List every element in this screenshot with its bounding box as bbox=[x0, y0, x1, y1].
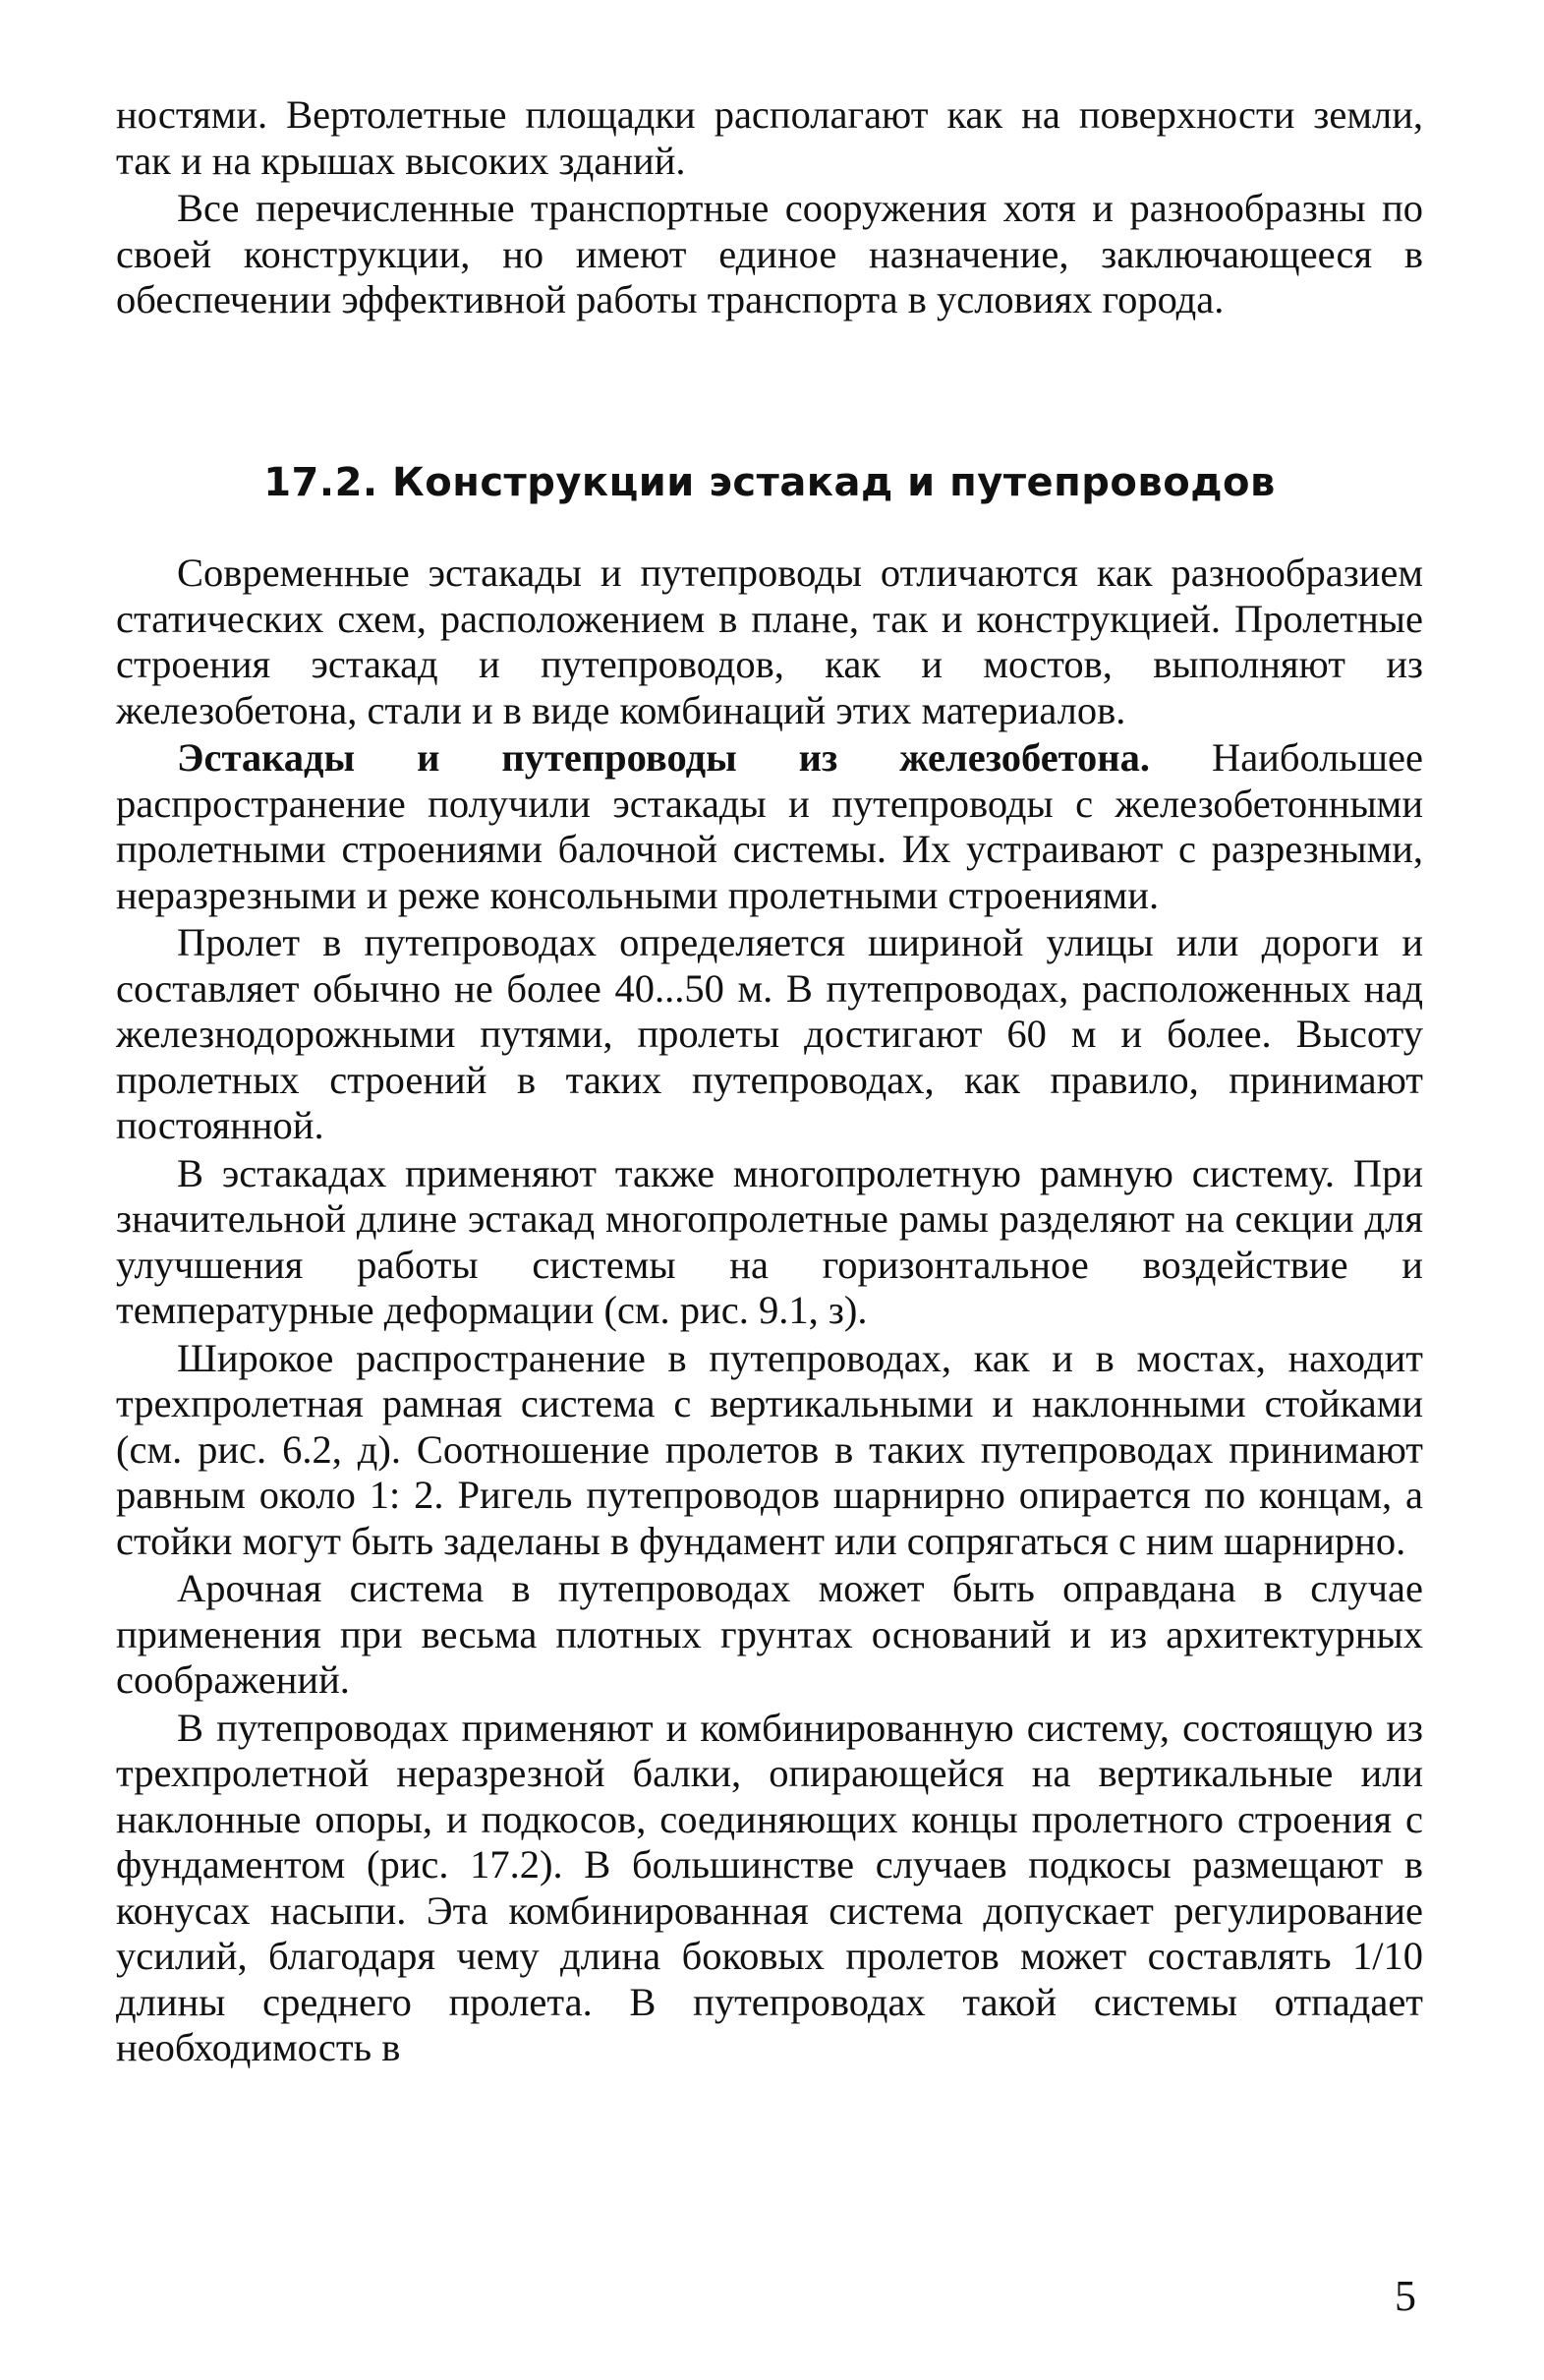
paragraph-text: Наибольшее распространение получили эстакады и путепроводы с железобетонными пролетными строениями балочной системы. Их устраивают с разрезными, неразрезными и реже консольными пролетными строениями. bbox=[116, 735, 1423, 917]
paragraph: Арочная система в путепроводах может быть оправдана в случае применения при весьма плотных грунтах оснований и из архитектурных соображений. bbox=[116, 1566, 1423, 1702]
section-heading: 17.2. Конструкции эстакад и путепроводов bbox=[263, 460, 1276, 505]
paragraph: В эстакадах применяют также многопролетную рамную систему. При значительной длине эстакад многопролетные рамы разделяют на секции для улучшения работы системы на горизонтальное воздействие и температурные деформации (см. рис. 9.1, з). bbox=[116, 1150, 1423, 1332]
paragraph: В путепроводах применяют и комбинированную систему, состоящую из трехпролетной неразрезной балки, опирающейся на вертикальные или наклонные опоры, и подкосов, соединяющих концы пролетного строения с фундаментом (рис. 17.2). В большинстве случаев подкосы размещают в конусах насыпи. Эта комбинированная система допускает регулирование усилий, благодаря чему длина боковых пролетов может составлять 1/10 длины среднего пролета. В путепроводах такой системы отпадает необходимость в bbox=[116, 1705, 1423, 2069]
paragraph bbox=[116, 735, 1423, 918]
paragraph: Широкое распространение в путепроводах, как и в мостах, находит трехпролетная рамная система с вертикальными и наклонными стойками (см. рис. 6.2, д). Соотношение пролетов в таких путепроводах принимают равным около 1: 2. Ригель путепроводов шарнирно опирается по концам, а стойки могут быть заделаны в фундамент или сопрягаться с ним шарнирно. bbox=[116, 1335, 1423, 1563]
paragraph-lead: Эстакады и путепроводы из железобетона. bbox=[177, 735, 1151, 780]
paragraph: Все перечисленные транспортные сооружения хотя и разнообразны по своей конструкции, но имеют единое назначение, заключающееся в обеспечении эффективной работы транспорта в условиях города. bbox=[116, 186, 1423, 321]
paragraph: ностями. Вертолетные площадки располагают как на поверхности земли, так и на крышах высоких зданий. bbox=[116, 92, 1423, 183]
top-text bbox=[116, 92, 1423, 325]
main-text bbox=[116, 551, 1423, 2073]
page-number: 5 bbox=[1395, 2272, 1416, 2320]
paragraph: Пролет в путепроводах определяется шириной улицы или дороги и составляет обычно не более 40...50 м. В путепроводах, расположенных над железнодорожными путями, пролеты достигают 60 м и более. Высоту пролетных строений в таких путепроводах, как правило, принимают постоянной. bbox=[116, 920, 1423, 1147]
paragraph: Современные эстакады и путепроводы отличаются как разнообразием статических схем, расположением в плане, так и конструкцией. Пролетные строения эстакад и путепроводов, как и мостов, выполняют из железобетона, стали и в виде комбинаций этих материалов. bbox=[116, 551, 1423, 732]
